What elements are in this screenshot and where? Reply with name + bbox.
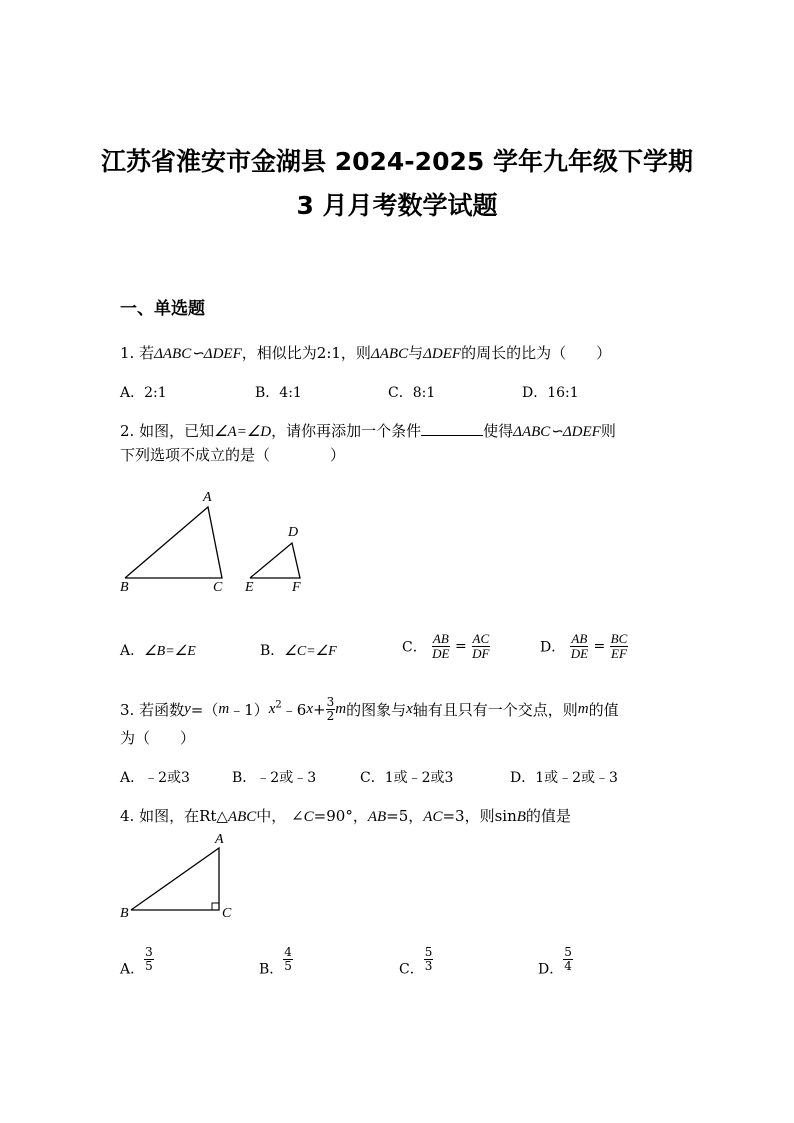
frac-numerator: BC xyxy=(610,631,628,646)
frac-denominator: 4 xyxy=(564,959,572,973)
q4-option-a-label: A． xyxy=(120,961,145,978)
q4-suffix: 的值是 xyxy=(525,807,571,825)
q4-option-c xyxy=(399,946,433,979)
q1-prefix: 1. 若 xyxy=(120,344,155,362)
q3-suffix: 的值 xyxy=(588,701,619,719)
page-title-line2: 3 月月考数学试题 xyxy=(296,191,498,220)
q2-mid: ，请你再添加一个条件 xyxy=(271,422,422,440)
q4-sin: sin xyxy=(494,807,517,825)
question-2-stem-line2: 下列选项不成立的是（ ） xyxy=(120,446,346,464)
q3-option-b: B．﹣2或﹣3 xyxy=(232,770,317,786)
frac-equals: = xyxy=(593,638,606,655)
q2-label-e: E xyxy=(245,580,254,595)
q3-var-x: x xyxy=(306,701,313,717)
frac-numerator: 4 xyxy=(284,945,292,959)
q4-option-b-frac xyxy=(283,946,293,973)
q4-option-d-frac xyxy=(563,946,573,973)
q2-mid2: 使得 xyxy=(483,422,514,440)
q2-prefix: 2. 如图，已知 xyxy=(120,422,215,440)
q4-ab-value: =5， xyxy=(386,807,424,825)
q4-ac-value: =3，则 xyxy=(442,807,495,825)
q1-triangle-def: ΔDEF xyxy=(423,346,462,362)
q2-option-c xyxy=(402,632,491,661)
frac-denominator: DF xyxy=(472,646,490,661)
q4-option-a xyxy=(120,946,154,979)
frac-numerator: 3 xyxy=(145,945,153,959)
q4-right-triangle xyxy=(131,848,219,910)
q3-var-m: m xyxy=(218,701,230,717)
triangle-abc xyxy=(125,507,222,578)
q3-var-x: x xyxy=(406,701,413,717)
q2-similar-expr: ΔABC∽ΔDEF xyxy=(513,424,601,440)
q4-option-b xyxy=(259,946,293,979)
q1-mid2: ，则 xyxy=(340,344,371,362)
q4-angle-symbol: ∠ xyxy=(291,807,304,825)
q2-label-b: B xyxy=(120,580,129,595)
q1-yu: 与 xyxy=(408,344,424,362)
question-3-stem-line2: 为（ ） xyxy=(120,729,196,747)
q4-prefix: 4. 如图，在Rt△ xyxy=(120,807,228,825)
frac-denominator: EF xyxy=(611,646,627,661)
q2-suffix: 则 xyxy=(600,422,616,440)
question-3-stem xyxy=(120,696,619,723)
q4-option-c-frac xyxy=(424,946,434,973)
question-4-stem xyxy=(120,805,571,826)
q2-label-c: C xyxy=(213,580,223,595)
q4-degree: =90°， xyxy=(313,807,368,825)
q2-option-b-label: B． xyxy=(260,643,285,659)
q2-option-d-label: D． xyxy=(540,639,566,656)
q3-option-d: D．1或﹣2或﹣3 xyxy=(510,770,618,786)
q4-var-ac: AC xyxy=(423,809,443,825)
triangle-def xyxy=(250,543,300,578)
q2-option-c-label: C． xyxy=(402,639,427,656)
q4-label-a: A xyxy=(215,832,224,847)
q3-mid2: 轴有且只有一个交点，则 xyxy=(412,701,578,719)
q1-option-d: D．16:1 xyxy=(522,385,579,401)
q3-minus-six: ﹣6 xyxy=(281,701,307,719)
q3-option-c: C．1或﹣2或3 xyxy=(360,770,454,786)
frac-numerator: AC xyxy=(472,631,490,646)
q2-option-a-label: A． xyxy=(120,643,145,659)
q3-var-x: x xyxy=(268,701,276,717)
frac-numerator: 5 xyxy=(424,945,433,959)
q1-option-c: C．8:1 xyxy=(388,385,436,401)
q3-var-m: m xyxy=(577,701,589,717)
q1-option-a: A．2:1 xyxy=(120,385,167,401)
q3-exponent: 2 xyxy=(275,699,282,711)
q3-var-y: y xyxy=(184,701,191,717)
q2-option-d xyxy=(540,632,628,661)
q4-option-a-frac xyxy=(144,946,154,973)
q4-label-b: B xyxy=(120,906,129,921)
q4-var-ab: AB xyxy=(367,809,387,825)
frac-denominator: 5 xyxy=(145,959,153,973)
q2-label-d: D xyxy=(288,525,299,540)
q3-option-a: A．﹣2或3 xyxy=(120,770,190,786)
q1-mid: ，相似比为 xyxy=(241,344,317,362)
q4-triangle-abc: ABC xyxy=(227,809,257,825)
q2-option-a-expr: ∠B=∠E xyxy=(144,644,196,659)
q1-option-b: B．4:1 xyxy=(255,385,302,401)
frac-numerator: 3 xyxy=(326,695,335,709)
q4-option-c-label: C． xyxy=(399,961,424,978)
q1-triangle-abc: ΔABC xyxy=(370,346,409,362)
q4-var-c: C xyxy=(303,809,314,825)
frac-numerator: AB xyxy=(571,631,588,646)
q4-option-d xyxy=(538,946,573,979)
q2-option-c-frac-left xyxy=(431,632,450,661)
q2-option-b xyxy=(260,640,337,660)
right-angle-mark xyxy=(212,903,219,910)
q2-label-a: A xyxy=(203,490,212,505)
q2-option-b-expr: ∠C=∠F xyxy=(284,644,337,659)
q2-label-f: F xyxy=(292,580,301,595)
q2-condition: ∠A=∠D xyxy=(214,424,272,440)
q3-plus: + xyxy=(313,700,326,719)
q2-option-a xyxy=(120,640,196,660)
frac-denominator: 5 xyxy=(284,959,292,973)
q3-prefix: 3. 若函数 xyxy=(120,701,185,719)
q3-fraction xyxy=(326,696,336,723)
q2-option-d-frac-left xyxy=(570,632,589,661)
frac-numerator: AB xyxy=(432,631,449,646)
q1-ratio: 2:1 xyxy=(316,344,341,362)
q4-option-b-label: B． xyxy=(259,961,284,978)
q4-mid: 中， xyxy=(256,807,287,825)
frac-denominator: DE xyxy=(570,646,589,661)
q1-suffix: 的周长的比为（ ） xyxy=(461,344,612,362)
frac-equals: = xyxy=(454,638,467,655)
q4-option-d-label: D． xyxy=(538,961,564,978)
q3-mid: 的图象与 xyxy=(346,701,407,719)
frac-denominator: 2 xyxy=(326,709,335,723)
section-heading-single-choice: 一、单选题 xyxy=(120,299,205,319)
frac-denominator: 3 xyxy=(424,959,433,973)
q3-var-m: m xyxy=(335,701,347,717)
page-title-line1: 江苏省淮安市金湖县 2024-2025 学年九年级下学期 xyxy=(101,147,693,176)
q4-var-b: B xyxy=(516,809,526,825)
frac-denominator: DE xyxy=(432,646,450,661)
frac-numerator: 5 xyxy=(564,945,572,959)
q2-option-c-frac-right xyxy=(471,632,490,661)
q3-eq: =（ xyxy=(190,701,219,719)
q4-label-c: C xyxy=(222,906,232,921)
q2-option-d-frac-right xyxy=(610,632,629,661)
q1-similar-expr: ΔABC∽ΔDEF xyxy=(154,346,242,362)
q3-minus-one: ﹣1） xyxy=(229,701,269,719)
